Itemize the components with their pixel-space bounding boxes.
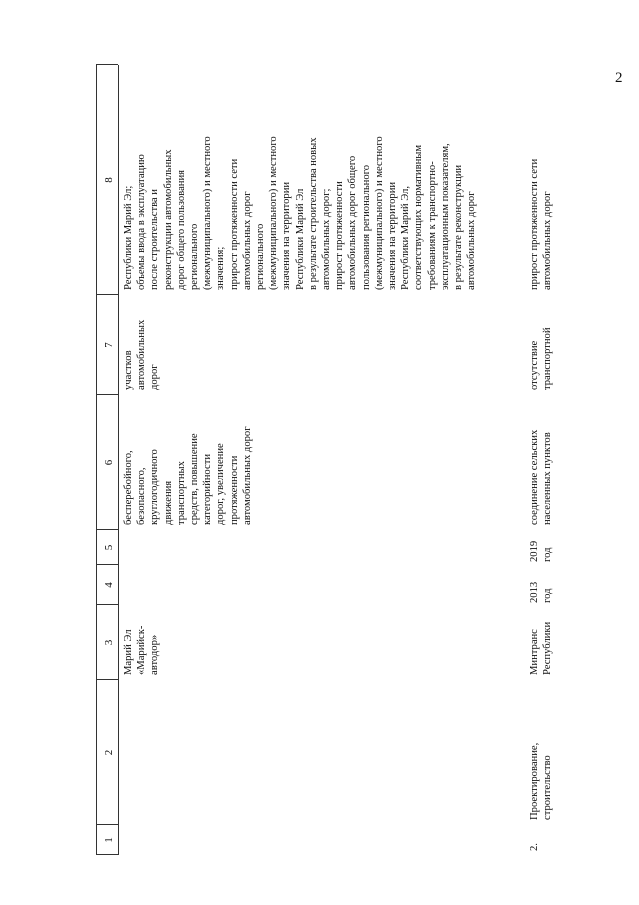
header-num-3: 3 xyxy=(103,639,115,646)
row2-col1-text: 2. xyxy=(529,843,540,851)
table-top-border xyxy=(96,65,97,855)
row1-col7-text: участков автомобильных дорог xyxy=(123,319,161,390)
header-num-8: 8 xyxy=(103,177,115,183)
row2-col2-text: Проектирование, строительство xyxy=(529,742,554,820)
row1-col8-text: Республики Марий Эл; объемы ввода в эксплуатацию после строительства и реконструкции автомобильных дорог общего пользования регионального (межмуниципального) и местного значения; прирост протяженности сети автомобильных дорог регионального (межмуниципального) и местного значения на территории Республики Марий Эл в результате строительства новых автомобильных дорог; прирост протяженности автомобильных дорог общего пользования регионального (межмуниципального) и местного значения на территории Республики Марий Эл, соответствующих нормативным требованиям к транспортно- эксплуатационным показателям, в результате реконструкции автомобильных дорог xyxy=(123,136,478,290)
table xyxy=(103,65,600,855)
row2-col8-text: прирост протяженности сети автомобильных дорог xyxy=(529,158,554,290)
row2-col7-text: отсутствие транспортной xyxy=(529,327,554,390)
table-header-bottom-border xyxy=(118,65,119,855)
header-num-1: 1 xyxy=(103,837,115,843)
row1-col3-text: Марий Эл «Марийск- автодор» xyxy=(123,625,161,675)
page-number: 2 xyxy=(615,70,623,86)
header-num-6: 6 xyxy=(103,459,115,466)
header-num-2: 2 xyxy=(103,749,115,756)
row1-col6-text: бесперебойного, безопасного, круглогодичного движения транспортных средств, повышение категорийности дорог, увеличение протяженности автомобильных дорог xyxy=(123,426,253,525)
header-num-5: 5 xyxy=(103,544,115,551)
row2-col4-text: 2013 год xyxy=(529,581,554,603)
header-num-4: 4 xyxy=(103,582,115,588)
row2-col3-text: Минтранс Республики xyxy=(529,621,554,675)
row2-col6-text: соединение сельских населенных пунктов xyxy=(529,429,554,525)
header-num-7: 7 xyxy=(103,342,115,348)
row2-col5-text: 2019 год xyxy=(529,540,554,562)
